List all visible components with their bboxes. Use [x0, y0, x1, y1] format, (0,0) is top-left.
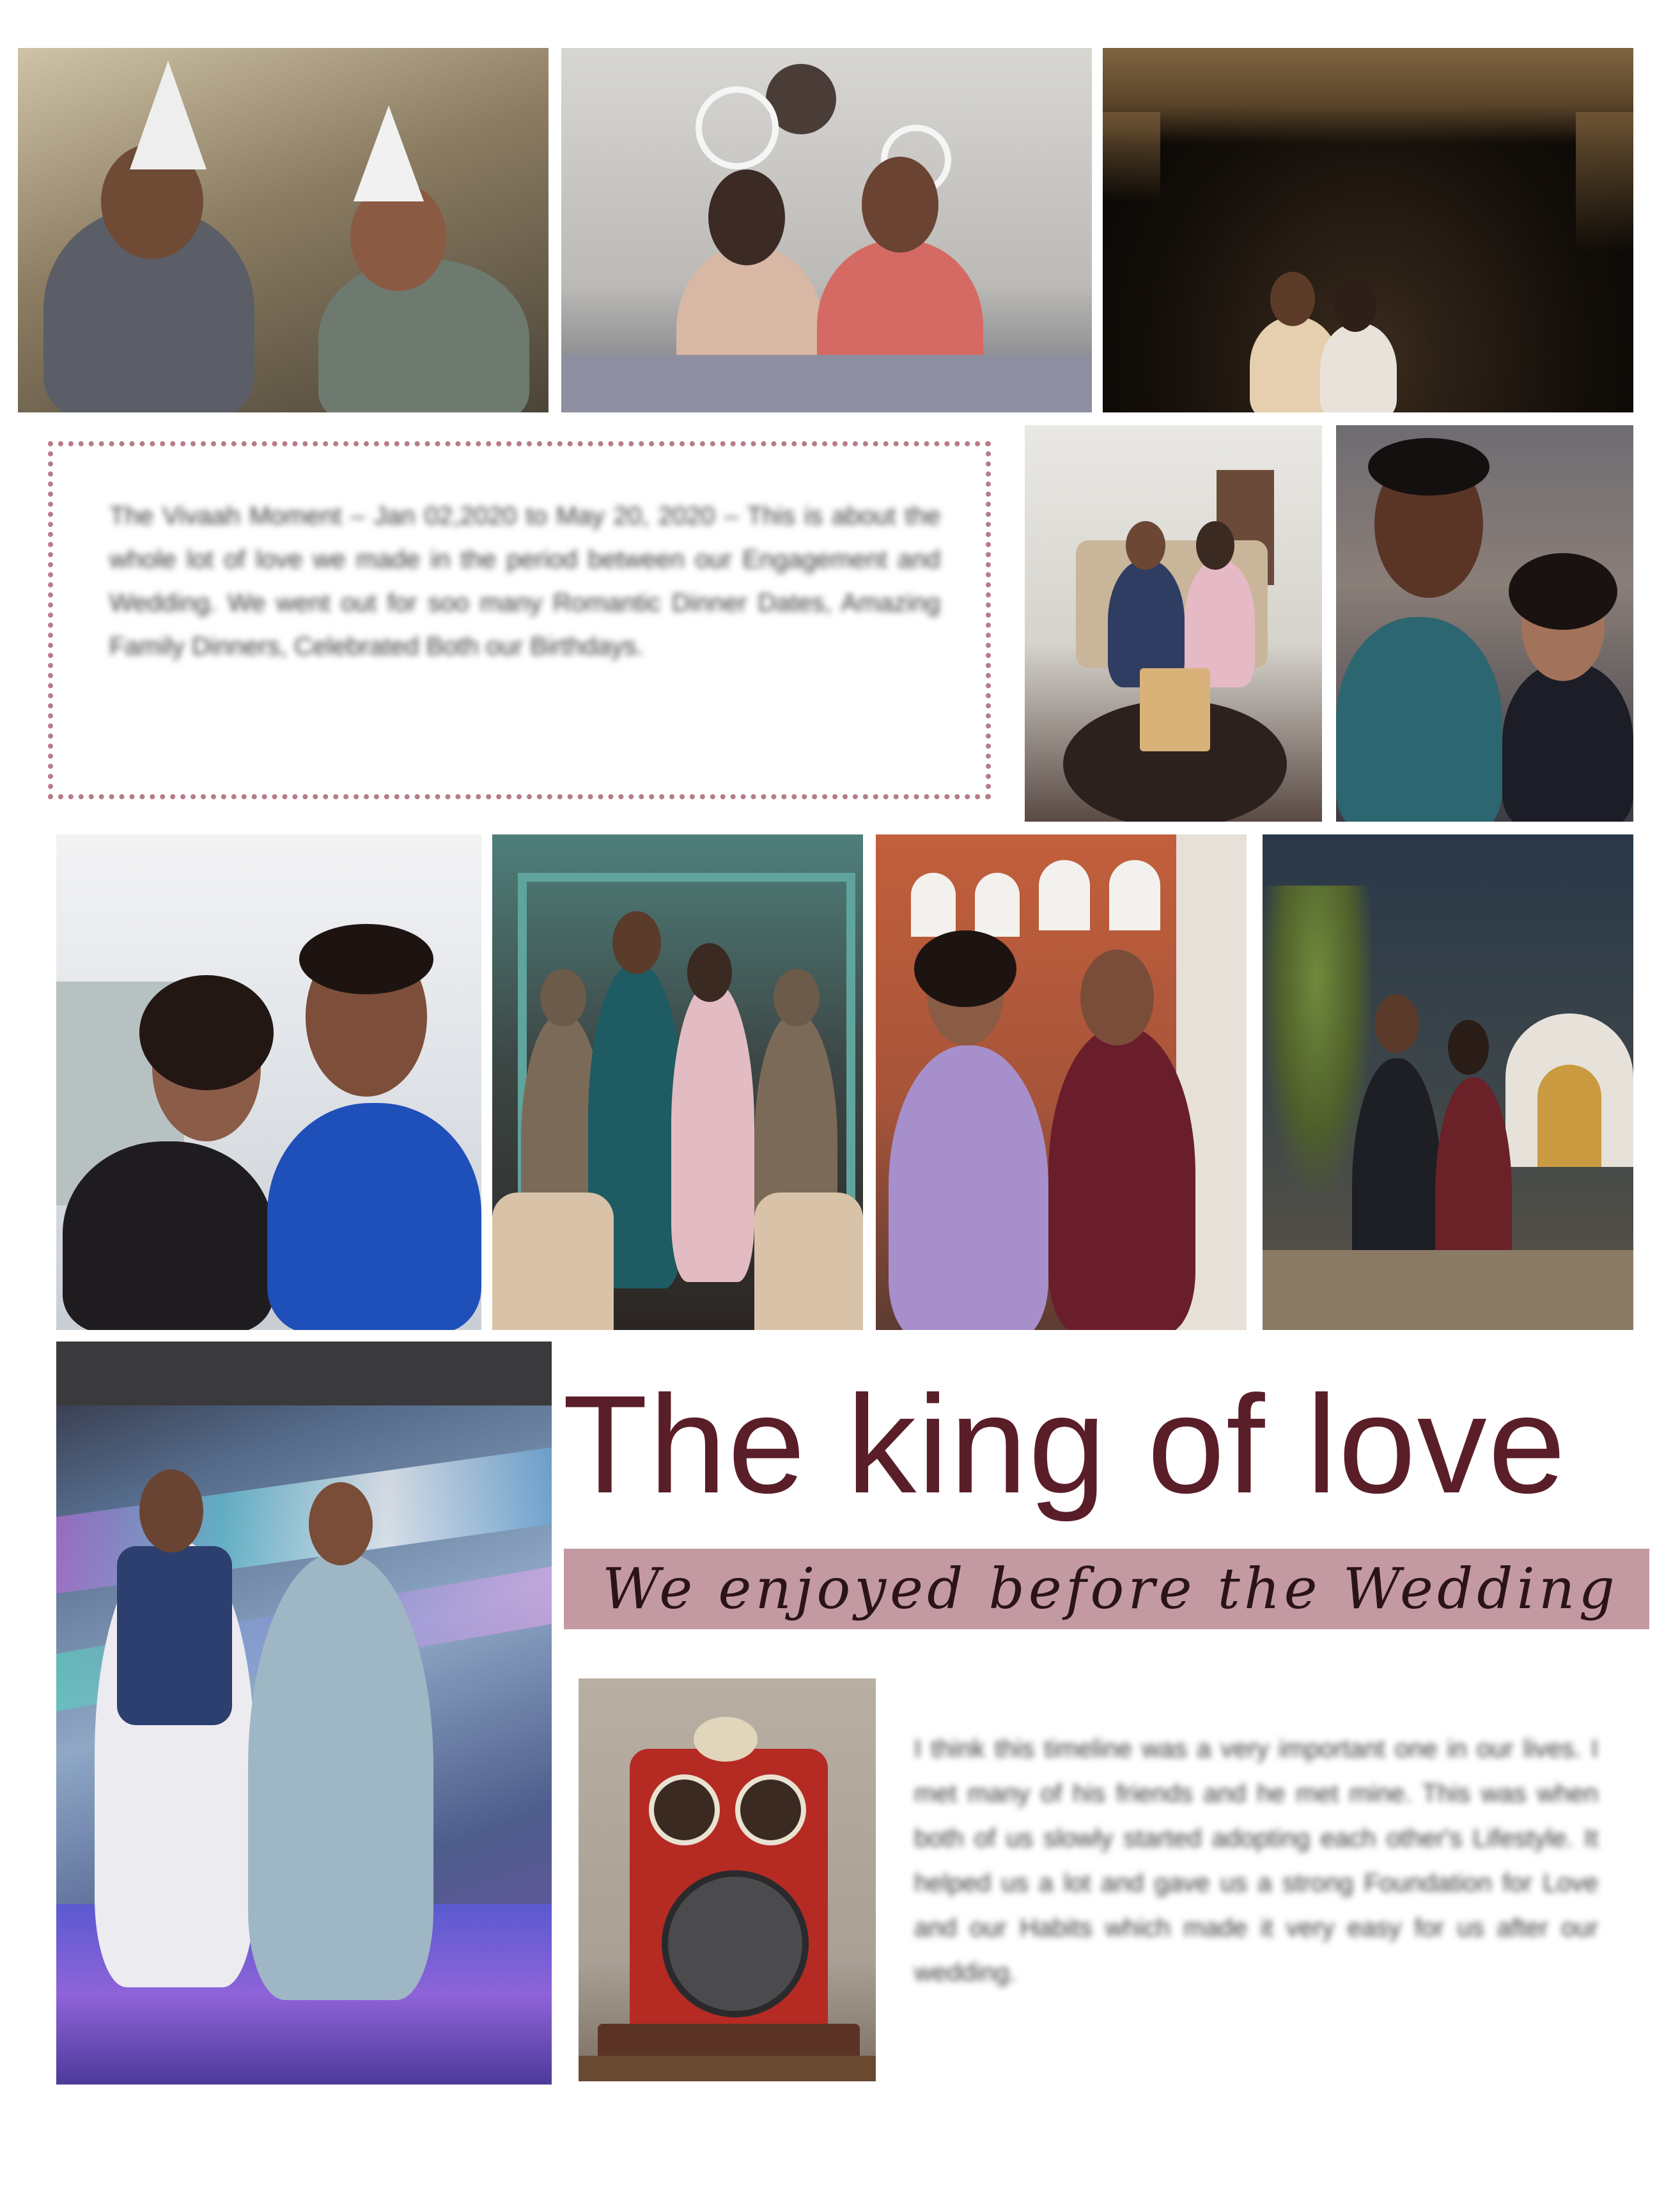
- photo-stage-namaste: [56, 1342, 552, 2085]
- photo-selfie-blue-shirt: [56, 834, 481, 1330]
- photo-car-party-hats: [18, 48, 548, 412]
- photo-night-arch: [1103, 48, 1633, 412]
- page-title: The king of love: [563, 1367, 1567, 1522]
- story-paragraph: I think this timeline was a very important one in our lives. I met many of his friends and he met mine. This was when both of us slowly started adopting each other's Lifestyle. It helped us a lot and gave us a strong Foundation for Love and our Habits which made it very easy for us after our wedding.: [914, 1735, 1598, 1987]
- page-subtitle: We enjoyed before the Wedding: [602, 1556, 1619, 1622]
- intro-paragraph: The Vivaah Moment – Jan 02,2020 to May 20, 2020 – This is about the whole lot of love we made in the period between our Engagement and Wedding. We went out for soo many Romantic Dinner Dates, Amazing Family Dinners, Celebrated Both our Birthdays.: [109, 502, 940, 661]
- photo-statues: [492, 834, 863, 1330]
- intro-text-box: [48, 441, 991, 799]
- photo-selfie-outdoor: [1336, 425, 1633, 822]
- photo-train-cutout: [579, 1678, 876, 2081]
- photo-orange-wall: [876, 834, 1247, 1330]
- photo-sofa-cake-box: [1025, 425, 1322, 822]
- photo-night-garden: [1263, 834, 1633, 1330]
- subtitle-band: [564, 1549, 1649, 1629]
- photo-restaurant-dinner: [561, 48, 1092, 412]
